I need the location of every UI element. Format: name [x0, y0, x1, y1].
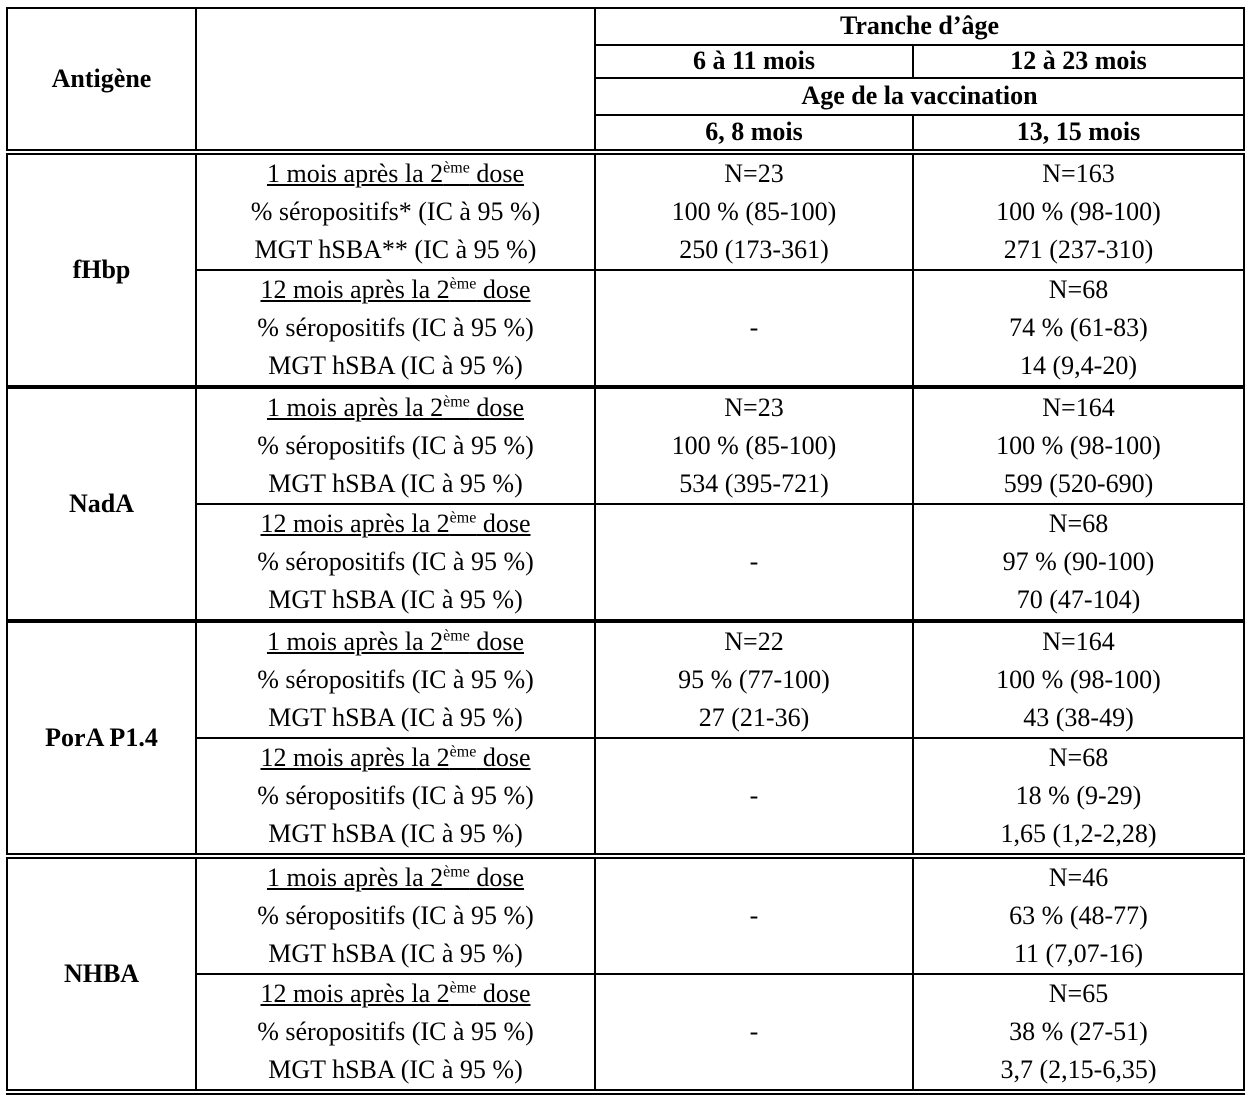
value-cell-12-23 [913, 856, 1244, 974]
ordinal-superscript: ème [449, 275, 477, 293]
value-cell-6-11-dash: - [595, 504, 913, 621]
period-title-prefix: 12 mois après la 2 [260, 275, 450, 304]
seropositive-value: 100 % (98-100) [996, 197, 1161, 226]
mgt-value: 3,7 (2,15-6,35) [1000, 1055, 1157, 1084]
n-value: N=68 [1048, 275, 1109, 304]
mgt-value: 27 (21-36) [698, 703, 810, 732]
period-title [197, 859, 594, 897]
mgt-label: MGT hSBA (IC à 95 %) [268, 351, 523, 380]
period-title [197, 739, 594, 777]
value-cell-12-23 [913, 738, 1244, 856]
period-label-cell [196, 504, 595, 621]
period-title-suffix: dose [476, 275, 531, 304]
n-value: N=65 [1048, 979, 1109, 1008]
value-cell-6-11-dash: - [595, 856, 913, 974]
n-value: N=23 [724, 393, 784, 422]
value-cell-12-23 [913, 152, 1244, 270]
seropositive-label: % séropositifs (IC à 95 %) [257, 547, 534, 576]
period-title [197, 389, 594, 427]
n-value: N=23 [724, 159, 784, 188]
period-label-cell [196, 270, 595, 387]
mgt-value: 250 (173-361) [679, 235, 829, 264]
value-cell-6-11 [595, 387, 913, 504]
table-row [7, 856, 1244, 974]
mgt-label: MGT hSBA (IC à 95 %) [268, 469, 523, 498]
period-title-suffix: dose [469, 627, 524, 656]
value-cell-12-23 [913, 270, 1244, 387]
header-cell-vacc-6-8: 6, 8 mois [595, 115, 913, 152]
header-cell-age-12-23: 12 à 23 mois [913, 45, 1244, 78]
mgt-value: 14 (9,4-20) [1020, 351, 1137, 380]
mgt-value: 11 (7,07-16) [1013, 939, 1143, 968]
header-cell-age-group: Tranche d’âge [595, 8, 1244, 45]
period-label-cell [196, 856, 595, 974]
ordinal-superscript: ème [443, 627, 470, 645]
period-title-text [267, 863, 524, 892]
value-cell-6-11-dash: - [595, 270, 913, 387]
table-row [7, 387, 1244, 504]
period-title [197, 975, 594, 1013]
n-value: N=46 [1048, 863, 1109, 892]
n-value: N=163 [1042, 159, 1115, 188]
period-title-prefix: 12 mois après la 2 [260, 979, 450, 1008]
seropositive-label: % séropositifs (IC à 95 %) [257, 431, 534, 460]
ordinal-superscript: ème [449, 979, 477, 997]
header-cell-vaccination-age: Age de la vaccination [595, 78, 1244, 115]
mgt-value: 599 (520-690) [1003, 469, 1154, 498]
seropositive-value: 100 % (98-100) [996, 431, 1161, 460]
period-title-suffix: dose [469, 393, 524, 422]
n-value: N=22 [724, 627, 784, 656]
period-title [197, 623, 594, 661]
period-title-prefix: 1 mois après la 2 [266, 863, 444, 892]
period-title-prefix: 1 mois après la 2 [266, 159, 444, 188]
period-label-cell [196, 621, 595, 738]
seropositive-value: 18 % (9-29) [1015, 781, 1142, 810]
period-title-suffix: dose [476, 979, 531, 1008]
period-title-prefix: 1 mois après la 2 [266, 627, 444, 656]
period-title-text [267, 627, 524, 656]
seropositive-label: % séropositifs (IC à 95 %) [257, 1017, 534, 1046]
period-title-suffix: dose [476, 509, 531, 538]
header-row-age-group [7, 8, 1244, 45]
ordinal-superscript: ème [449, 743, 477, 761]
mgt-value: 271 (237-310) [1003, 235, 1154, 264]
mgt-label: MGT hSBA (IC à 95 %) [268, 703, 523, 732]
mgt-label: MGT hSBA (IC à 95 %) [268, 585, 523, 614]
period-title [197, 271, 594, 309]
mgt-label: MGT hSBA (IC à 95 %) [268, 819, 523, 848]
period-label-cell [196, 387, 595, 504]
period-title-text [260, 275, 530, 304]
seropositive-value: 100 % (85-100) [671, 197, 837, 226]
period-title-text [260, 743, 530, 772]
value-cell-12-23 [913, 387, 1244, 504]
seropositive-label: % séropositifs (IC à 95 %) [257, 313, 534, 342]
ordinal-superscript: ème [449, 509, 477, 527]
n-value: N=164 [1042, 393, 1115, 422]
mgt-label: MGT hSBA (IC à 95 %) [268, 939, 523, 968]
seropositive-value: 95 % (77-100) [678, 665, 830, 694]
ordinal-superscript: ème [443, 863, 470, 881]
period-title-text [267, 159, 524, 188]
n-value: N=164 [1042, 627, 1115, 656]
antigen-name-cell: NHBA [7, 856, 196, 1092]
value-cell-12-23 [913, 974, 1244, 1092]
table-row [7, 621, 1244, 738]
value-cell-12-23 [913, 621, 1244, 738]
value-cell-12-23 [913, 504, 1244, 621]
value-cell-6-11-dash: - [595, 974, 913, 1092]
period-title-prefix: 12 mois après la 2 [260, 743, 450, 772]
period-title-suffix: dose [476, 743, 531, 772]
period-title [197, 505, 594, 543]
seropositive-value: 38 % (27-51) [1009, 1017, 1148, 1046]
period-title-text [260, 979, 530, 1008]
period-title-text [267, 393, 524, 422]
period-title-text [260, 509, 530, 538]
period-label-cell [196, 974, 595, 1092]
period-label-cell [196, 152, 595, 270]
table-row [7, 152, 1244, 270]
period-title [197, 155, 594, 193]
mgt-label: MGT hSBA** (IC à 95 %) [254, 235, 537, 264]
header-cell-vacc-13-15: 13, 15 mois [913, 115, 1244, 152]
n-value: N=68 [1048, 743, 1109, 772]
ordinal-superscript: ème [443, 159, 470, 177]
seropositive-value: 97 % (90-100) [1002, 547, 1155, 576]
n-value: N=68 [1048, 509, 1109, 538]
mgt-value: 1,65 (1,2-2,28) [1000, 819, 1157, 848]
mgt-value: 534 (395-721) [679, 469, 829, 498]
header-cell-age-6-11: 6 à 11 mois [595, 45, 913, 78]
header-cell-antigen: Antigène [7, 8, 196, 152]
antigen-name-cell: fHbp [7, 152, 196, 387]
seropositive-label: % séropositifs (IC à 95 %) [257, 901, 534, 930]
header-cell-empty [196, 8, 595, 152]
seropositive-label: % séropositifs (IC à 95 %) [257, 781, 534, 810]
seropositive-value: 63 % (48-77) [1009, 901, 1148, 930]
ordinal-superscript: ème [443, 393, 470, 411]
value-cell-6-11 [595, 152, 913, 270]
period-title-prefix: 1 mois après la 2 [266, 393, 444, 422]
period-title-prefix: 12 mois après la 2 [260, 509, 450, 538]
period-label-cell [196, 738, 595, 856]
seropositive-value: 100 % (85-100) [671, 431, 837, 460]
seropositive-label: % séropositifs (IC à 95 %) [257, 665, 534, 694]
antigen-name-cell: NadA [7, 387, 196, 621]
period-title-suffix: dose [469, 863, 524, 892]
seropositive-label: % séropositifs* (IC à 95 %) [250, 197, 541, 226]
mgt-label: MGT hSBA (IC à 95 %) [268, 1055, 523, 1084]
seropositive-value: 100 % (98-100) [996, 665, 1161, 694]
antigen-name-cell: PorA P1.4 [7, 621, 196, 856]
period-title-suffix: dose [469, 159, 524, 188]
mgt-value: 43 (38-49) [1023, 703, 1134, 732]
value-cell-6-11-dash: - [595, 738, 913, 856]
mgt-value: 70 (47-104) [1016, 585, 1141, 614]
immunogenicity-table [6, 7, 1245, 1095]
seropositive-value: 74 % (61-83) [1009, 313, 1148, 342]
value-cell-6-11 [595, 621, 913, 738]
